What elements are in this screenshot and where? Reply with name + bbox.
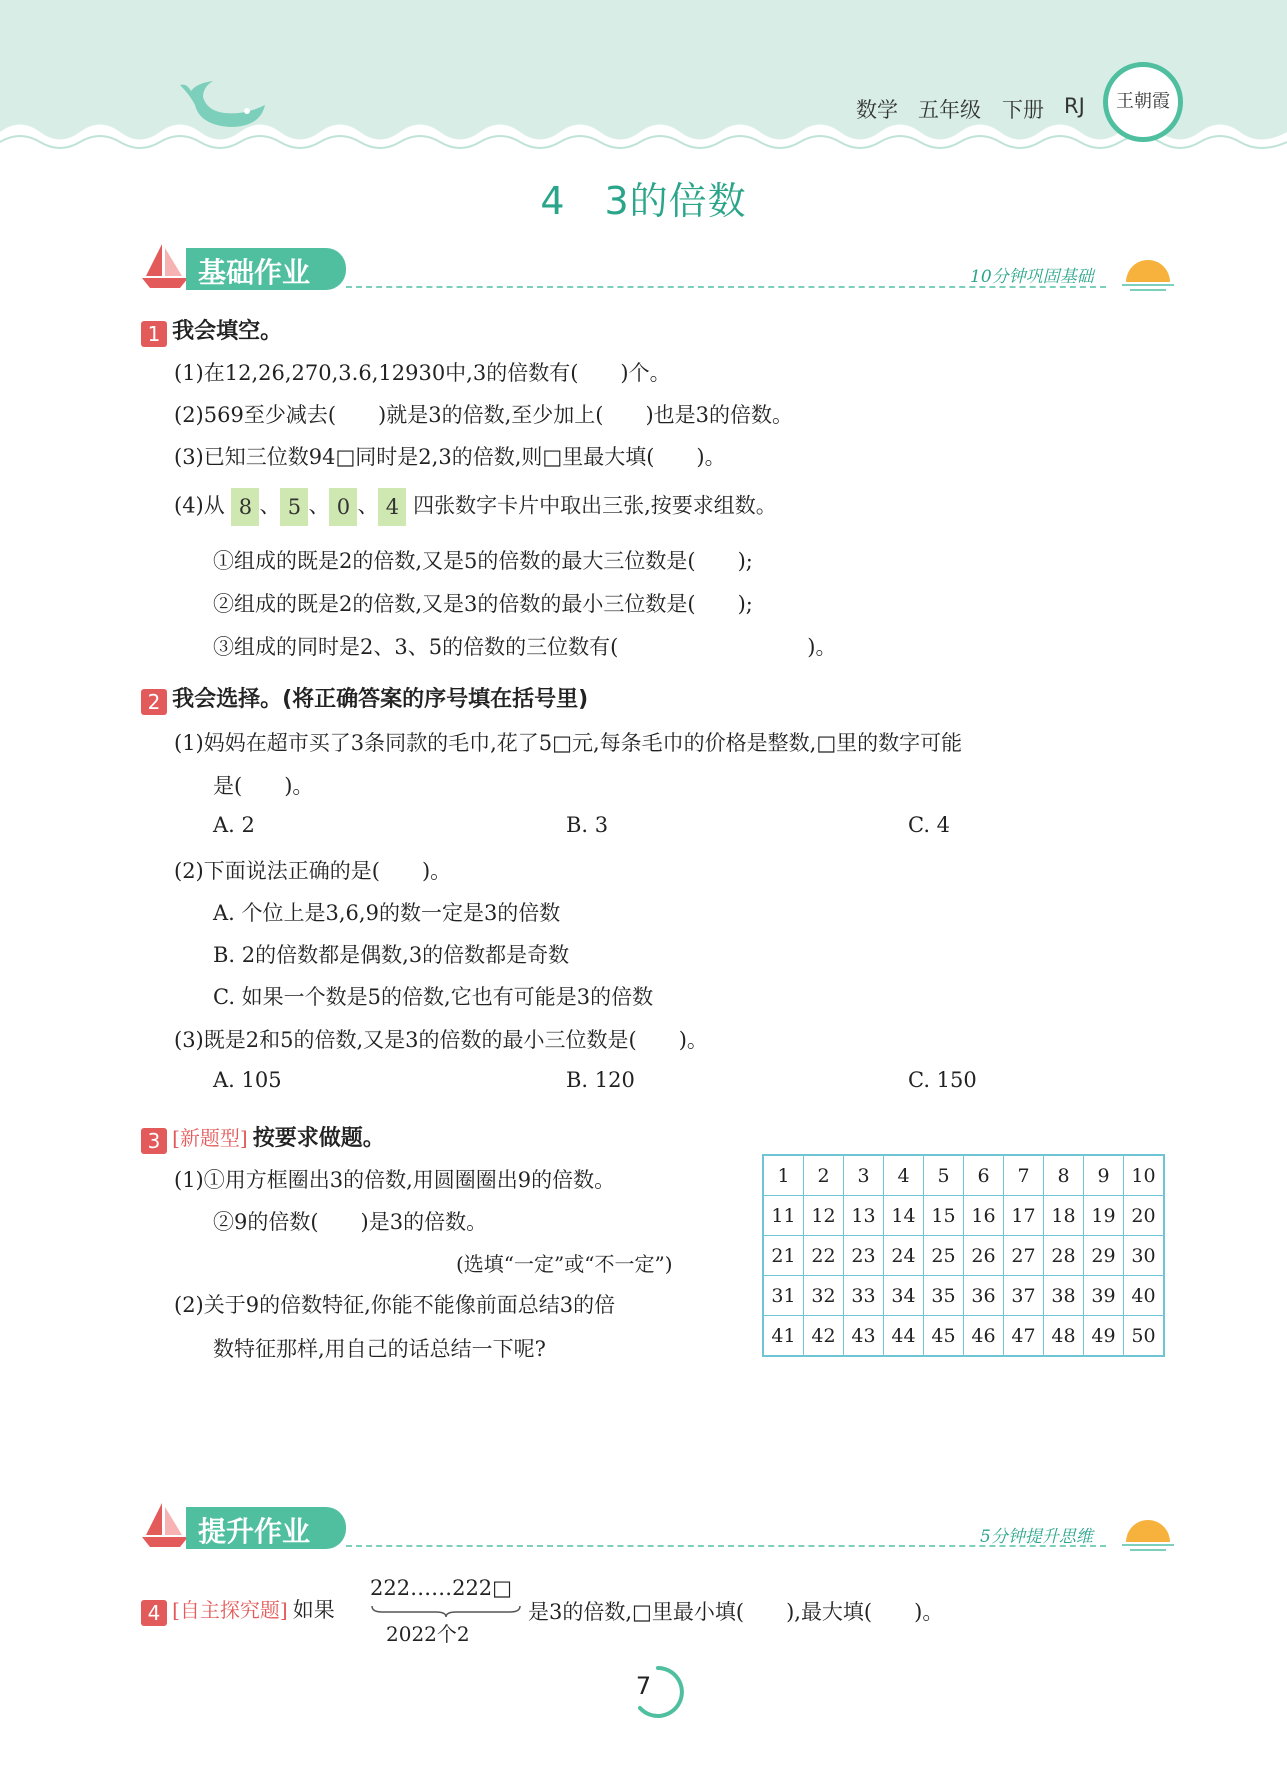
q3-number: 3 (141, 1128, 167, 1154)
q1-head: 我会填空。 (172, 319, 283, 344)
q2-heading (141, 682, 588, 715)
grid-cell[interactable]: 24 (884, 1236, 924, 1276)
whale-icon (175, 75, 275, 135)
q1-line4-pre: (4)从 (174, 493, 225, 518)
grid-cell[interactable]: 25 (924, 1236, 964, 1276)
card-separator: 、 (308, 493, 330, 518)
q1-heading (141, 314, 282, 347)
q4-tag: [自主探究题] (172, 1598, 288, 1622)
grid-cell[interactable]: 43 (844, 1316, 884, 1357)
grid-cell[interactable]: 22 (804, 1236, 844, 1276)
grid-cell[interactable]: 37 (1004, 1276, 1044, 1316)
section1-label: 基础作业 (198, 256, 311, 289)
q3-line4: (2)关于9的倍数特征,你能不能像前面总结3的倍 (174, 1293, 616, 1317)
grid-cell[interactable]: 38 (1044, 1276, 1084, 1316)
q1-sub2: ②组成的既是2的倍数,又是3的倍数的最小三位数是( ); (213, 592, 753, 616)
grid-cell[interactable]: 8 (1044, 1155, 1084, 1196)
q3-heading (141, 1121, 385, 1154)
q3-tag: [新题型] (172, 1126, 248, 1150)
digit-card: 5 (280, 488, 308, 526)
q2-p2-option-c: C. 如果一个数是5的倍数,它也有可能是3的倍数 (213, 985, 654, 1009)
q1-sub3: ③组成的同时是2、3、5的倍数的三位数有( )。 (213, 635, 837, 659)
q1-line4 (174, 488, 777, 526)
digit-card: 8 (231, 488, 259, 526)
grid-cell[interactable]: 42 (804, 1316, 844, 1357)
section2-note: 5分钟提升思维 (980, 1527, 1093, 1547)
grid-cell[interactable]: 46 (964, 1316, 1004, 1357)
digit-card: 4 (378, 488, 406, 526)
grid-cell[interactable]: 30 (1124, 1236, 1165, 1276)
grid-cell[interactable]: 21 (763, 1236, 804, 1276)
q3-line3: (选填“一定”或“不一定”) (456, 1252, 673, 1276)
section1-note: 10分钟巩固基础 (970, 267, 1094, 287)
q3-line2: ②9的倍数( )是3的倍数。 (213, 1210, 488, 1234)
q2-p2-option-a: A. 个位上是3,6,9的数一定是3的倍数 (213, 901, 561, 925)
grid-cell[interactable]: 7 (1004, 1155, 1044, 1196)
grid-cell[interactable]: 50 (1124, 1316, 1165, 1357)
q3-line1: (1)①用方框圈出3的倍数,用圆圈圈出9的倍数。 (174, 1168, 616, 1192)
q2-p1-option-a: A. 2 (213, 813, 255, 837)
grid-row (763, 1316, 1164, 1357)
grid-cell[interactable]: 35 (924, 1276, 964, 1316)
underbrace (370, 1604, 522, 1618)
q2-p3-option-c: C. 150 (908, 1068, 977, 1092)
q2-p1a: (1)妈妈在超市买了3条同款的毛巾,花了5□元,每条毛巾的价格是整数,□里的数字可能 (174, 731, 963, 755)
grid-cell[interactable]: 47 (1004, 1316, 1044, 1357)
q4-number-expression: 222……222□ (370, 1576, 513, 1600)
digit-card: 0 (329, 488, 357, 526)
grid-cell[interactable]: 40 (1124, 1276, 1165, 1316)
q2-p2-option-b: B. 2的倍数都是偶数,3的倍数都是奇数 (213, 943, 570, 967)
page-number: 7 (635, 1672, 652, 1700)
q2-p3-option-a: A. 105 (213, 1068, 282, 1092)
grid-cell[interactable]: 15 (924, 1196, 964, 1236)
card-separator: 、 (357, 493, 379, 518)
grid-cell[interactable]: 18 (1044, 1196, 1084, 1236)
hundred-chart-grid (762, 1154, 1165, 1357)
grid-cell[interactable]: 39 (1084, 1276, 1124, 1316)
grid-cell[interactable]: 13 (844, 1196, 884, 1236)
q4-pre: 如果 (292, 1598, 335, 1622)
grid-cell[interactable]: 5 (924, 1155, 964, 1196)
grid-row (763, 1155, 1164, 1196)
grid-cell[interactable]: 1 (763, 1155, 804, 1196)
sunset-icon (1120, 1514, 1176, 1554)
grid-cell[interactable]: 29 (1084, 1236, 1124, 1276)
grid-cell[interactable]: 16 (964, 1196, 1004, 1236)
grid-cell[interactable]: 31 (763, 1276, 804, 1316)
q2-p1-option-c: C. 4 (908, 813, 951, 837)
q2-number: 2 (141, 689, 167, 715)
page-title: 4 3的倍数 (540, 179, 747, 223)
logo-text: 王朝霞 (1116, 91, 1170, 112)
brand-logo (1103, 62, 1183, 142)
grid-cell[interactable]: 26 (964, 1236, 1004, 1276)
grid-cell[interactable]: 27 (1004, 1236, 1044, 1276)
grid-row (763, 1196, 1164, 1236)
q2-p3-option-b: B. 120 (566, 1068, 635, 1092)
q3-head: 按要求做题。 (252, 1126, 385, 1151)
volume: 下册 (1002, 98, 1044, 122)
grid-cell[interactable]: 10 (1124, 1155, 1165, 1196)
sailboat-icon (140, 1499, 190, 1549)
grid-cell[interactable]: 3 (844, 1155, 884, 1196)
edition: RJ (1064, 94, 1085, 118)
q2-p1b: 是( )。 (213, 774, 314, 798)
section2-label: 提升作业 (198, 1515, 311, 1548)
q4-number: 4 (141, 1600, 167, 1626)
grid-cell[interactable]: 28 (1044, 1236, 1084, 1276)
subject: 数学 (856, 98, 898, 122)
grid-cell[interactable]: 17 (1004, 1196, 1044, 1236)
grade: 五年级 (918, 98, 981, 122)
q1-line1: (1)在12,26,270,3.6,12930中,3的倍数有( )个。 (174, 361, 671, 385)
grid-cell[interactable]: 36 (964, 1276, 1004, 1316)
q1-sub1: ①组成的既是2的倍数,又是5的倍数的最大三位数是( ); (213, 549, 753, 573)
grid-cell[interactable]: 20 (1124, 1196, 1165, 1236)
q2-p1-option-b: B. 3 (566, 813, 609, 837)
grid-cell[interactable]: 32 (804, 1276, 844, 1316)
grid-cell[interactable]: 45 (924, 1316, 964, 1357)
q3-line5: 数特征那样,用自己的话总结一下呢? (213, 1337, 546, 1361)
sailboat-icon (140, 240, 190, 290)
q2-head: 我会选择。(将正确答案的序号填在括号里) (172, 687, 589, 712)
grid-row (763, 1236, 1164, 1276)
grid-cell[interactable]: 44 (884, 1316, 924, 1357)
grid-cell[interactable]: 12 (804, 1196, 844, 1236)
grid-cell[interactable]: 6 (964, 1155, 1004, 1196)
grid-cell[interactable]: 33 (844, 1276, 884, 1316)
grid-cell[interactable]: 34 (884, 1276, 924, 1316)
q2-p2: (2)下面说法正确的是( )。 (174, 859, 452, 883)
q4-heading (141, 1594, 335, 1626)
grid-cell[interactable]: 2 (804, 1155, 844, 1196)
grid-cell[interactable]: 49 (1084, 1316, 1124, 1357)
grid-cell[interactable]: 41 (763, 1316, 804, 1357)
sunset-icon (1120, 254, 1176, 294)
q4-brace-label: 2022个2 (386, 1622, 470, 1646)
grid-cell[interactable]: 4 (884, 1155, 924, 1196)
q1-number: 1 (141, 321, 167, 347)
grid-cell[interactable]: 11 (763, 1196, 804, 1236)
grid-cell[interactable]: 9 (1084, 1155, 1124, 1196)
q1-line2: (2)569至少减去( )就是3的倍数,至少加上( )也是3的倍数。 (174, 403, 793, 427)
grid-cell[interactable]: 14 (884, 1196, 924, 1236)
q2-p3: (3)既是2和5的倍数,又是3的倍数的最小三位数是( )。 (174, 1028, 708, 1052)
grid-row (763, 1276, 1164, 1316)
grid-cell[interactable]: 23 (844, 1236, 884, 1276)
q4-post: 是3的倍数,□里最小填( ),最大填( )。 (528, 1600, 944, 1624)
q1-line3: (3)已知三位数94□同时是2,3的倍数,则□里最大填( )。 (174, 445, 726, 469)
grid-cell[interactable]: 48 (1044, 1316, 1084, 1357)
card-separator: 、 (259, 493, 281, 518)
grid-cell[interactable]: 19 (1084, 1196, 1124, 1236)
q1-line4-post: 四张数字卡片中取出三张,按要求组数。 (413, 493, 777, 518)
